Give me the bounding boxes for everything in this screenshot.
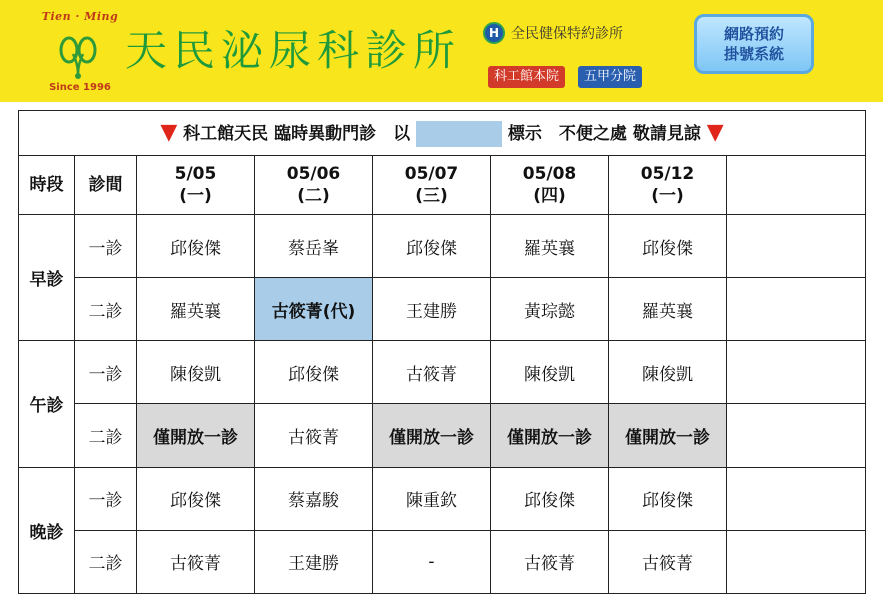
- doctor-cell: 邱俊傑: [137, 215, 255, 278]
- doctor-cell: 羅英襄: [137, 278, 255, 341]
- room-cell: 二診: [75, 404, 137, 467]
- doctor-cell: 蔡岳峯: [255, 215, 373, 278]
- doctor-cell: 古筱菁: [373, 341, 491, 404]
- table-row: [19, 467, 866, 530]
- logo-since-text: Since 1996: [49, 82, 111, 93]
- header-banner: [0, 0, 883, 102]
- doctor-cell: [727, 341, 866, 404]
- doctor-cell: 邱俊傑: [137, 467, 255, 530]
- schedule-table: [18, 110, 866, 594]
- doctor-cell: 古筱菁: [255, 404, 373, 467]
- doctor-cell: 陳俊凱: [491, 341, 609, 404]
- col-period-header: 時段: [19, 156, 75, 215]
- doctor-cell: 古筱菁: [609, 530, 727, 593]
- table-row: [19, 530, 866, 593]
- highlight-legend-swatch: [416, 121, 502, 147]
- clinic-logo: [40, 10, 120, 94]
- doctor-cell: -: [373, 530, 491, 593]
- room-cell: 二診: [75, 278, 137, 341]
- table-row: [19, 215, 866, 278]
- doctor-cell: 邱俊傑: [373, 215, 491, 278]
- closed-room-cell: 僅開放一診: [609, 404, 727, 467]
- date-header-2: 05/06 (二): [255, 156, 373, 215]
- notice-cell: [19, 111, 866, 156]
- notice-row: [19, 111, 866, 156]
- header-row: [19, 156, 866, 215]
- doctor-cell: [727, 404, 866, 467]
- doctor-cell: 陳重欽: [373, 467, 491, 530]
- room-cell: 一診: [75, 215, 137, 278]
- date-header-6: [727, 156, 866, 215]
- branch-second-link[interactable]: 五甲分院: [578, 66, 642, 88]
- doctor-cell: 陳俊凱: [609, 341, 727, 404]
- booking-line1: 網路預約: [723, 25, 784, 43]
- period-evening: 晚診: [19, 467, 75, 593]
- doctor-cell: 邱俊傑: [255, 341, 373, 404]
- date-header-4: 05/08 (四): [491, 156, 609, 215]
- doctor-cell: 邱俊傑: [609, 215, 727, 278]
- doctor-cell: 羅英襄: [609, 278, 727, 341]
- date-header-1: 5/05 (一): [137, 156, 255, 215]
- clinic-title: 天民泌尿科診所: [125, 26, 462, 75]
- nhi-icon: H: [483, 22, 505, 44]
- date-header-3: 05/07 (三): [373, 156, 491, 215]
- notice-right-text: 標示 不便之處 敬請見諒: [507, 124, 701, 144]
- table-row: [19, 341, 866, 404]
- doctor-cell: 王建勝: [373, 278, 491, 341]
- table-row: [19, 278, 866, 341]
- doctor-cell: [727, 467, 866, 530]
- room-cell: 二診: [75, 530, 137, 593]
- room-cell: 一診: [75, 467, 137, 530]
- online-booking-button[interactable]: [694, 14, 814, 74]
- branch-main-link[interactable]: 科工館本院: [488, 66, 565, 88]
- doctor-cell: [727, 215, 866, 278]
- doctor-cell: 王建勝: [255, 530, 373, 593]
- booking-line2: 掛號系統: [723, 45, 784, 63]
- doctor-cell: 古筱菁: [491, 530, 609, 593]
- table-row: [19, 404, 866, 467]
- doctor-cell: 邱俊傑: [491, 467, 609, 530]
- changed-doctor-cell: 古筱菁(代): [255, 278, 373, 341]
- logo-arc-text: Tien · Ming: [41, 10, 119, 23]
- doctor-cell: 古筱菁: [137, 530, 255, 593]
- col-room-header: 診間: [75, 156, 137, 215]
- doctor-cell: 黃琮懿: [491, 278, 609, 341]
- notice-left-text: 科工館天民 臨時異動門診 以: [183, 124, 411, 144]
- nhi-badge: [483, 18, 623, 48]
- warning-triangle-icon: ▼: [706, 120, 724, 145]
- closed-room-cell: 僅開放一診: [137, 404, 255, 467]
- period-morning: 早診: [19, 215, 75, 341]
- doctor-cell: 蔡嘉駿: [255, 467, 373, 530]
- doctor-cell: 邱俊傑: [609, 467, 727, 530]
- nhi-text: 全民健保特約診所: [511, 26, 623, 42]
- period-afternoon: 午診: [19, 341, 75, 467]
- date-header-5: 05/12 (一): [609, 156, 727, 215]
- closed-room-cell: 僅開放一診: [491, 404, 609, 467]
- doctor-cell: 陳俊凱: [137, 341, 255, 404]
- closed-room-cell: 僅開放一診: [373, 404, 491, 467]
- doctor-cell: 羅英襄: [491, 215, 609, 278]
- warning-triangle-icon: ▼: [160, 120, 178, 145]
- room-cell: 一診: [75, 341, 137, 404]
- kidney-logo-icon: [58, 34, 98, 80]
- doctor-cell: [727, 530, 866, 593]
- doctor-cell: [727, 278, 866, 341]
